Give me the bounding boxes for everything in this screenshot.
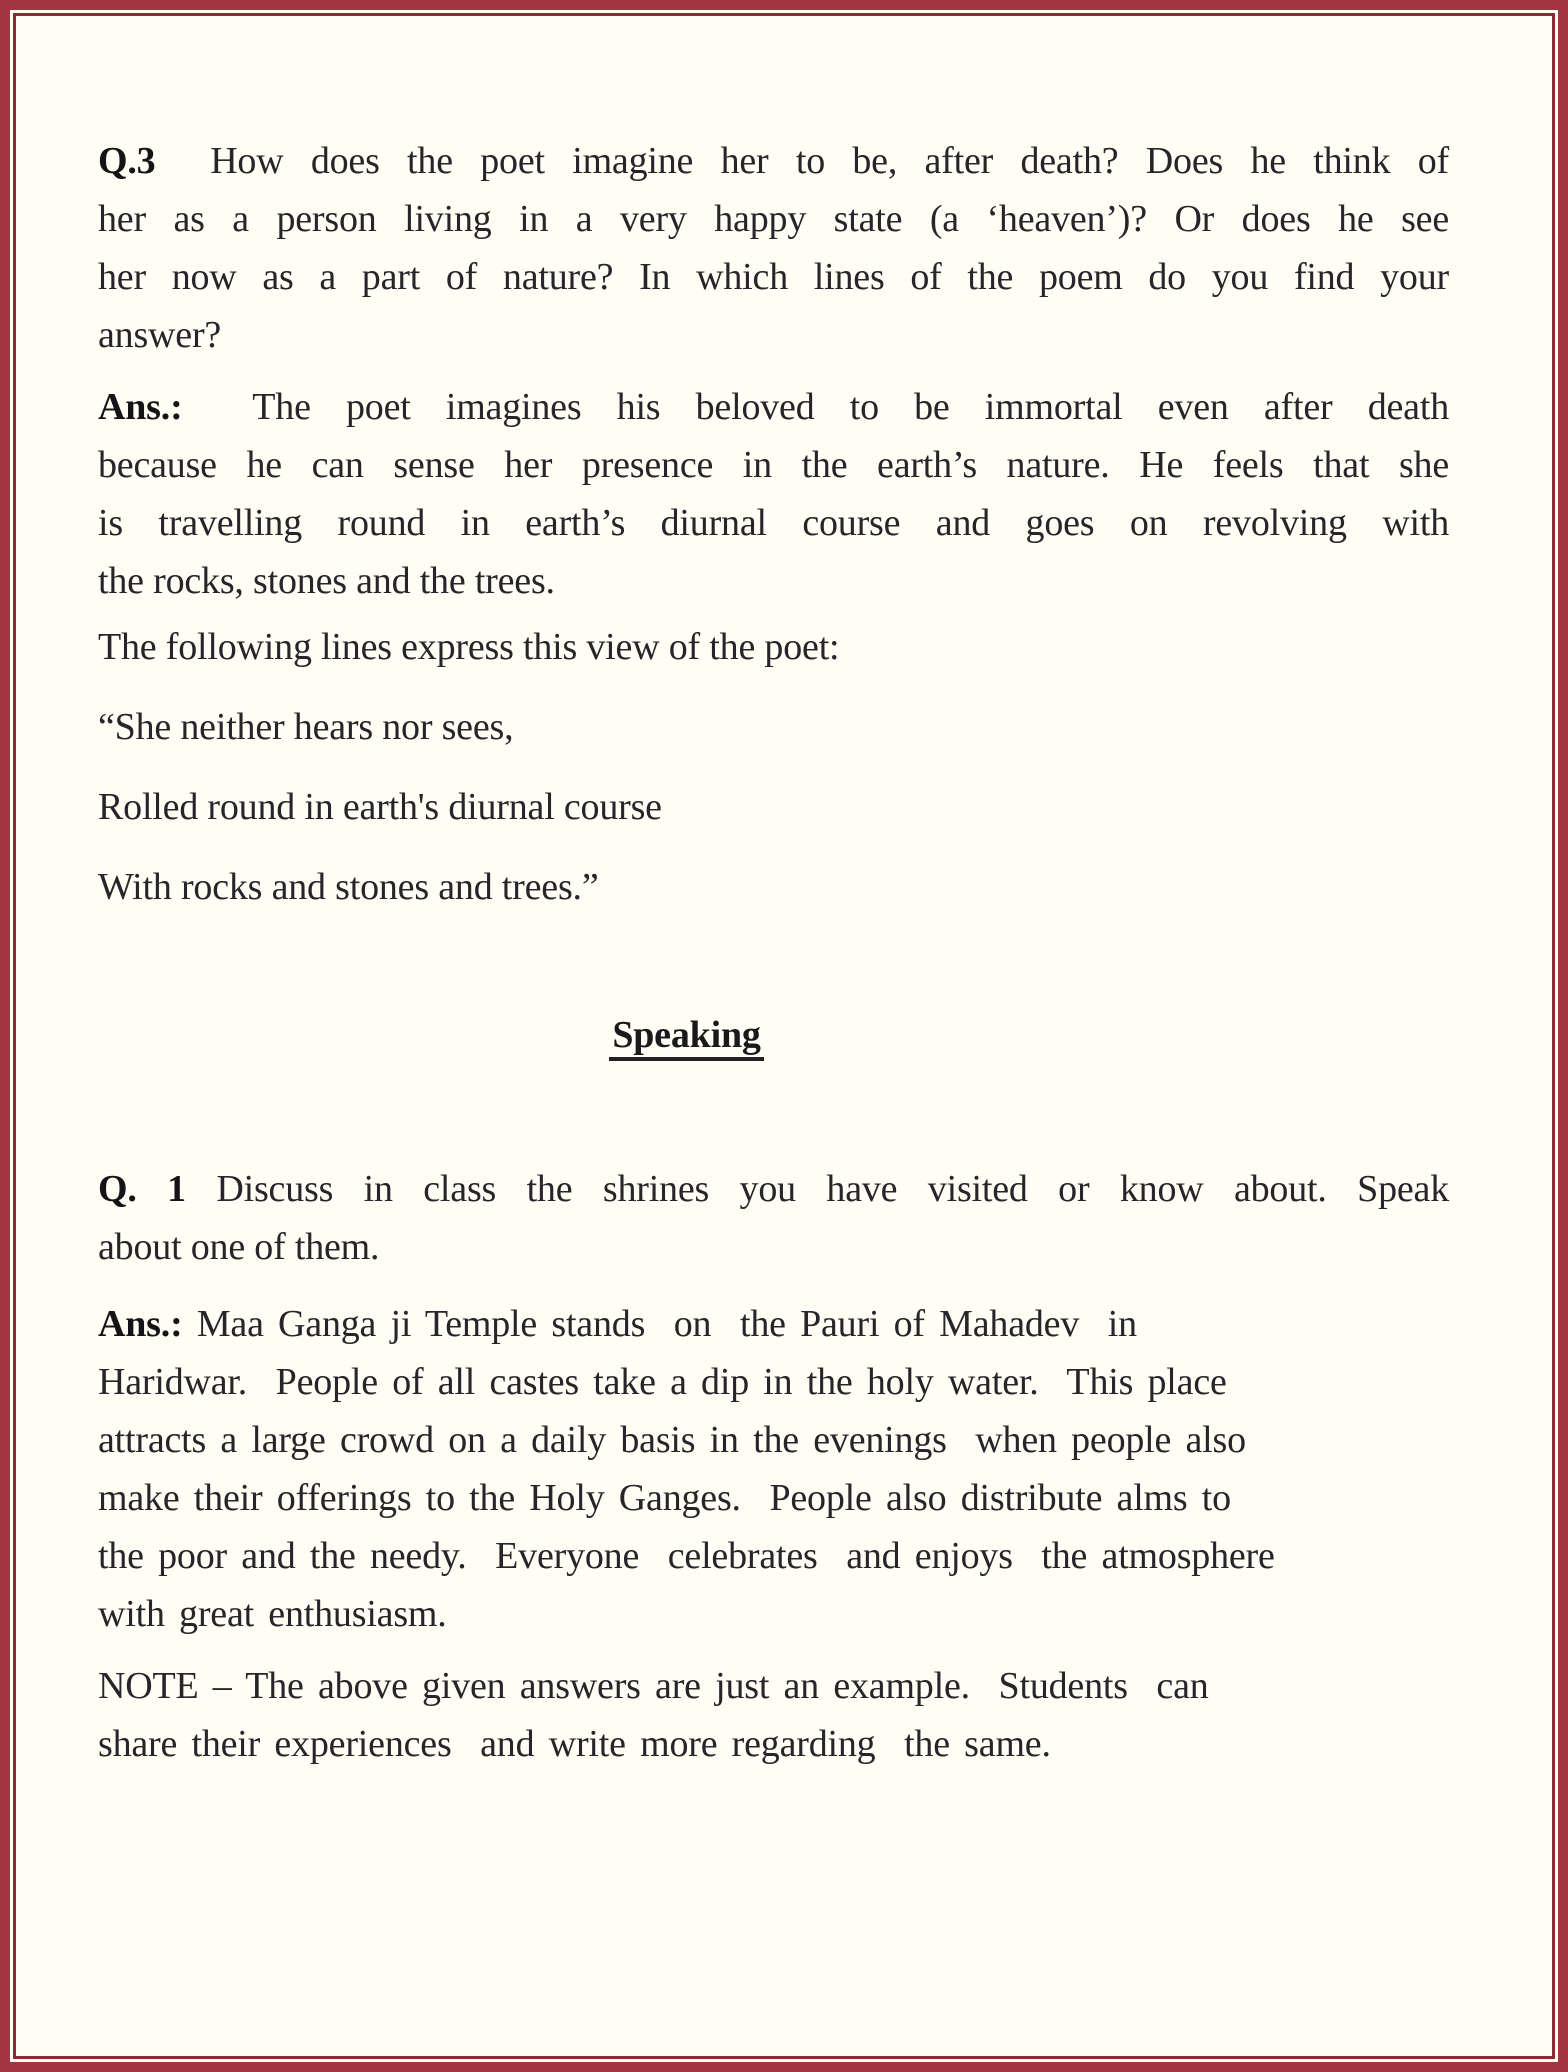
- quote-line-1: [98, 698, 1449, 756]
- bold-label: Ans.:: [98, 386, 183, 428]
- text-line: share their experiences and write more regarding the same.: [98, 1723, 1051, 1765]
- text-line: because he can sense her presence in the earth’s nature. He feels that she: [98, 444, 1449, 486]
- bold-label: Q. 1: [98, 1168, 186, 1210]
- text-line: the poor and the needy. Everyone celebrates and enjoys the atmosphere: [98, 1535, 1275, 1577]
- text-line: Ans.: The poet imagines his beloved to be immortal even after death: [98, 386, 1449, 428]
- text-line: NOTE – The above given answers are just an example. Students can: [98, 1665, 1209, 1707]
- text-line: the rocks, stones and the trees.: [98, 560, 555, 602]
- quote-intro: [98, 618, 1449, 676]
- bold-label: Q.3: [98, 140, 156, 182]
- text-line: with great enthusiasm.: [98, 1593, 447, 1635]
- answer-1: [98, 1295, 1449, 1643]
- quote-line-2: [98, 778, 1449, 836]
- question-1: [98, 1160, 1449, 1276]
- text-line: make their offerings to the Holy Ganges. People also distribute alms to: [98, 1477, 1231, 1519]
- text-line: Haridwar. People of all castes take a dip in the holy water. This place: [98, 1361, 1227, 1403]
- quote-line-3: [98, 858, 1449, 916]
- text-line: about one of them.: [98, 1226, 380, 1268]
- text-line: Q. 1 Discuss in class the shrines you have visited or know about. Speak: [98, 1168, 1450, 1210]
- text-line: answer?: [98, 314, 222, 356]
- answer-3: [98, 378, 1449, 610]
- question-3: [98, 132, 1449, 364]
- document-body: [10, 10, 1558, 2062]
- text-line: The following lines express this view of the poet:: [98, 626, 840, 668]
- text-line: her now as a part of nature? In which lines of the poem do you find your: [98, 256, 1449, 298]
- text-line: her as a person living in a very happy state (a ‘heaven’)? Or does he see: [98, 198, 1449, 240]
- text-line: Q.3 How does the poet imagine her to be, after death? Does he think of: [98, 140, 1449, 182]
- text-line: attracts a large crowd on a daily basis in the evenings when people also: [98, 1419, 1246, 1461]
- text-line: is travelling round in earth’s diurnal course and goes on revolving with: [98, 502, 1449, 544]
- heading-text: Speaking: [609, 1014, 763, 1061]
- text-line: Rolled round in earth's diurnal course: [98, 786, 662, 828]
- note: [98, 1657, 1449, 1773]
- section-heading: [98, 1006, 1449, 1064]
- text-line: With rocks and stones and trees.”: [98, 866, 599, 908]
- text-line: [98, 1006, 1275, 1064]
- text-line: “She neither hears nor sees,: [98, 706, 514, 748]
- text-line: Ans.: Maa Ganga ji Temple stands on the Pauri of Mahadev in: [98, 1303, 1137, 1345]
- bold-label: Ans.:: [98, 1303, 183, 1345]
